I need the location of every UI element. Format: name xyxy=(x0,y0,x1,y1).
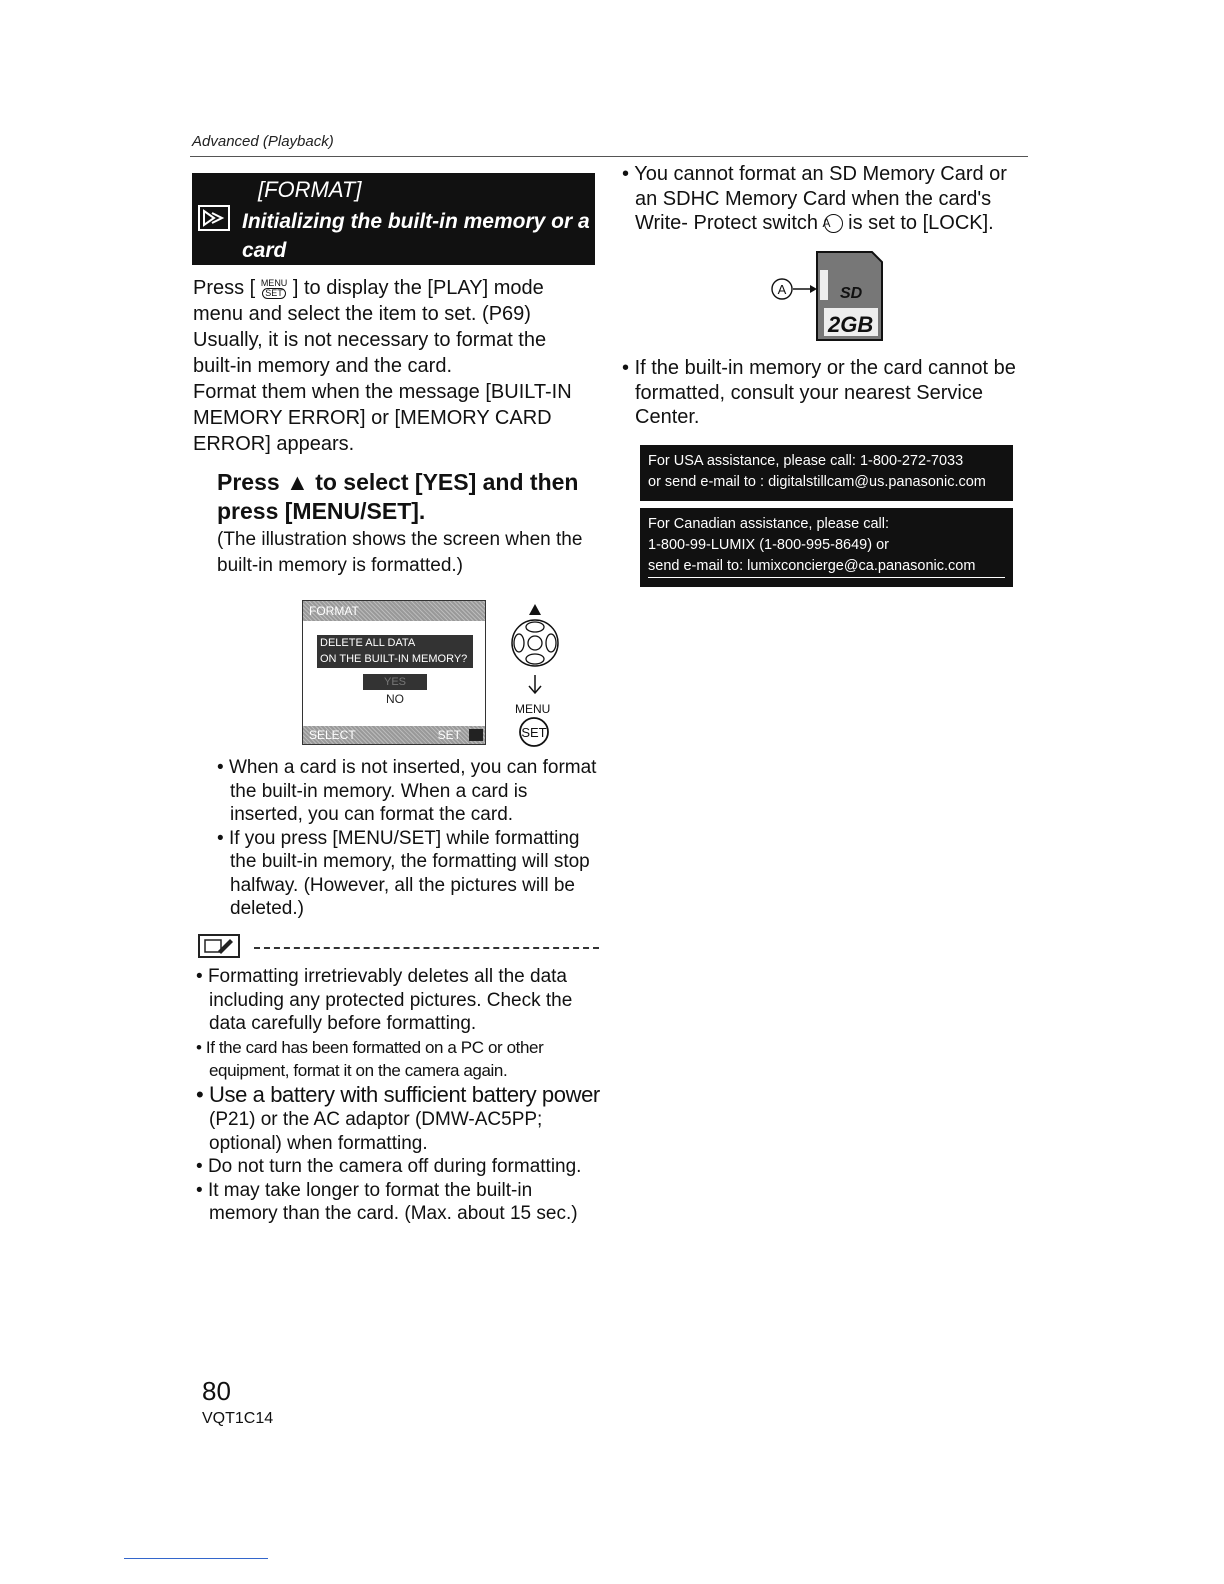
step-note: (The illustration shows the screen when the built-in memory is formatted.) xyxy=(217,529,583,576)
note-item: • If the card has been formatted on a PC or other equipment, format it on the camera again. xyxy=(196,1037,544,1080)
set-hint: SET xyxy=(437,728,461,742)
intro-line1a: Press [ xyxy=(193,277,256,299)
menu-icon xyxy=(469,729,483,741)
page-number: 80 xyxy=(202,1376,231,1406)
usa-line2[interactable]: or send e-mail to : digitalstillcam@us.panasonic.com xyxy=(648,474,986,490)
step-title: Press ▲ to select [YES] and then press [MENU/SET]. xyxy=(217,469,579,524)
circle-a-icon: A xyxy=(824,214,843,233)
cursor-button-icon xyxy=(512,620,558,666)
bullet-item: • When a card is not inserted, you can format the built-in memory. When a card is inserted, you can format the card. xyxy=(217,757,597,825)
svg-text:SD: SD xyxy=(840,285,863,302)
notes-divider xyxy=(254,947,599,949)
section-label: Advanced (Playback) xyxy=(192,133,334,150)
screen-bottom-bar xyxy=(303,726,485,744)
select-hint: SELECT xyxy=(309,728,356,742)
svg-text:SET: SET xyxy=(521,725,547,740)
camera-screen xyxy=(302,600,486,745)
intro-line3: Format them when the message [BUILT-IN MEMORY ERROR] or [MEMORY CARD ERROR] appears. xyxy=(193,381,572,455)
format-title: [FORMAT] xyxy=(258,177,362,202)
up-arrow-icon xyxy=(529,604,541,615)
no-option[interactable]: NO xyxy=(386,692,404,706)
right-bullet-2: • If the built-in memory or the card cannot be formatted, consult your nearest Service Center. xyxy=(622,357,1016,428)
format-bullets xyxy=(217,756,602,921)
note-item: • Use a battery with sufficient battery power (P21) or the AC adaptor (DMW-AC5PP; optional) when formatting. xyxy=(196,1081,600,1154)
svg-text:A: A xyxy=(777,282,787,297)
notes-header xyxy=(198,934,598,960)
intro-line1b: ] to display the [PLAY] mode menu and select the item to set. (P69) xyxy=(193,277,544,325)
canada-line3[interactable]: send e-mail to: lumixconcierge@ca.panasonic.com xyxy=(648,556,1005,578)
camera-controls xyxy=(505,602,561,752)
intro-text xyxy=(193,275,573,457)
footer-line xyxy=(124,1558,268,1559)
screen-message: DELETE ALL DATA ON THE BUILT-IN MEMORY? xyxy=(317,635,473,668)
note-icon xyxy=(198,934,240,958)
menu-label: MENU xyxy=(515,702,551,716)
model-code: VQT1C14 xyxy=(202,1410,274,1427)
bullet-item: • If you press [MENU/SET] while formatting the built-in memory, the formatting will stop halfway. (However, all the pictures will be deleted.) xyxy=(217,827,590,919)
svg-text:2GB: 2GB xyxy=(828,312,874,337)
notes-list xyxy=(196,965,601,1226)
sd-card-illustration xyxy=(762,248,894,344)
right-bullet-1: • You cannot format an SD Memory Card or an SDHC Memory Card when the card's Write- Protect switch A is set to [LOCK]. xyxy=(622,163,1007,234)
yes-option[interactable]: YES xyxy=(363,674,427,690)
canada-assistance-box xyxy=(640,508,1013,587)
usa-line1: For USA assistance, please call: 1-800-272-7033 xyxy=(648,453,964,469)
format-subtitle: Initializing the built-in memory or a card xyxy=(242,210,590,262)
usa-assistance-box xyxy=(640,445,1013,501)
note-item: • Formatting irretrievably deletes all the data including any protected pictures. Check the data carefully before formatting. xyxy=(196,966,573,1034)
screen-title-bar xyxy=(303,601,485,621)
playback-menu-icon xyxy=(198,205,230,231)
canada-line2: 1-800-99-LUMIX (1-800-995-8649) or xyxy=(648,537,889,553)
menu-set-icon: MENU SET xyxy=(260,277,288,298)
canada-line1: For Canadian assistance, please call: xyxy=(648,516,889,532)
intro-line2: Usually, it is not necessary to format the built-in memory and the card. xyxy=(193,329,547,377)
header-rule xyxy=(190,156,1028,157)
down-arrow-icon xyxy=(529,675,541,693)
screen-title: FORMAT xyxy=(309,604,359,618)
title-box xyxy=(192,173,595,265)
set-button-icon xyxy=(520,718,548,746)
note-item: • Do not turn the camera off during formatting. xyxy=(196,1156,582,1177)
note-item: • It may take longer to format the built-in memory than the card. (Max. about 15 sec.) xyxy=(196,1179,578,1224)
